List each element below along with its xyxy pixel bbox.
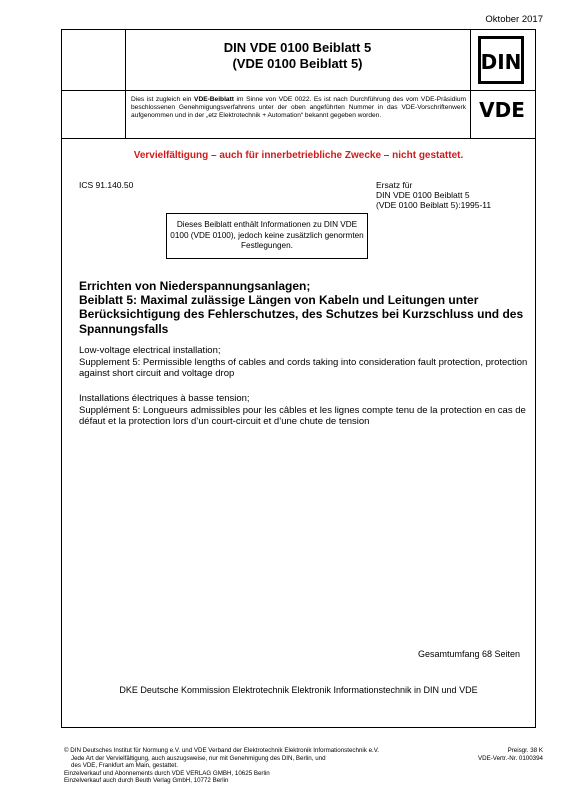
footer-line3: des VDE, Frankfurt am Main, gestattet. bbox=[71, 762, 178, 770]
french-title-line1: Installations électriques à basse tension; bbox=[79, 393, 250, 404]
note-divider bbox=[61, 138, 536, 139]
german-title-line1: Errichten von Niederspannungsanlagen; bbox=[79, 279, 311, 293]
note-prefix: Dies ist zugleich ein bbox=[131, 96, 195, 103]
footer-line1: © DIN Deutsches Institut für Normung e.V. und VDE Verband der Elektrotechnik Elektronik Informationstechnik e.V. bbox=[64, 747, 380, 754]
info-box: Dieses Beiblatt enthält Informationen zu DIN VDE 0100 (VDE 0100), jedoch keine zusätzlich genormten Festlegungen. bbox=[166, 213, 368, 259]
order-number: VDE-Vertr.-Nr. 0100394 bbox=[478, 754, 543, 762]
right-column-divider bbox=[470, 29, 471, 138]
footer-line5: Einzelverkauf auch durch Beuth Verlag GmbH, 10772 Berlin bbox=[64, 777, 229, 785]
price-block bbox=[478, 747, 543, 762]
english-title-line1: Low-voltage electrical installation; bbox=[79, 345, 221, 356]
copy-warning: Vervielfältigung – auch für innerbetriebliche Zwecke – nicht gestattet. bbox=[133, 150, 464, 161]
vde-supplement-note bbox=[131, 96, 466, 121]
replaces-number: DIN VDE 0100 Beiblatt 5 bbox=[376, 190, 470, 200]
issue-date: Oktober 2017 bbox=[485, 14, 543, 25]
din-logo bbox=[478, 36, 524, 84]
footer-line2: Jede Art der Vervielfältigung, auch auszugsweise, nur mit Genehmigung des DIN, Berlin, und bbox=[71, 754, 326, 762]
french-title bbox=[79, 393, 529, 428]
header-divider bbox=[61, 90, 536, 91]
english-title bbox=[79, 345, 529, 380]
price-group: Preisgr. 38 K bbox=[507, 747, 543, 754]
din-logo-text: DIN bbox=[480, 50, 522, 74]
english-title-line2: Supplement 5: Permissible lengths of cables and cords taking into consideration fault protection, protection against short circuit and voltage drop bbox=[79, 356, 528, 379]
document-number-vde: (VDE 0100 Beiblatt 5) bbox=[232, 56, 363, 71]
replaces-vde-number: (VDE 0100 Beiblatt 5):1995-11 bbox=[376, 200, 492, 210]
footer-copyright bbox=[64, 747, 424, 785]
ics-code: ICS 91.140.50 bbox=[79, 180, 134, 190]
note-bold: VDE-Beiblatt bbox=[194, 96, 234, 103]
replaces-label: Ersatz für bbox=[376, 180, 413, 190]
total-pages: Gesamtumfang 68 Seiten bbox=[417, 649, 520, 659]
document-number: DIN VDE 0100 Beiblatt 5 bbox=[223, 40, 372, 55]
note-rest: im Sinne von VDE 0022. Es ist nach Durchführung des vom VDE-Präsidium beschlossenen Genehmigungsverfahrens unter der oben angeführten Nummer in das VDE-Vorschriftenwerk aufgenommen und in der „etz Elektrotechnik + Automation“ bekannt gegeben worden. bbox=[131, 96, 466, 120]
german-title bbox=[79, 279, 529, 336]
replaces-block bbox=[376, 180, 491, 210]
vde-logo-text: VDE bbox=[479, 98, 525, 122]
dke-line: DKE Deutsche Kommission Elektrotechnik Elektronik Informationstechnik in DIN und VDE bbox=[119, 685, 478, 695]
vde-logo bbox=[474, 97, 530, 123]
footer-line4: Einzelverkauf und Abonnements durch VDE VERLAG GMBH, 10625 Berlin bbox=[64, 769, 270, 777]
french-title-line2: Supplément 5: Longueurs admissibles pour les câbles et les lignes compte tenu de la protection en cas de défaut et la protection lors d’un court-circuit et d’une chute de tension bbox=[79, 404, 526, 427]
german-title-line2: Beiblatt 5: Maximal zulässige Längen von Kabeln und Leitungen unter Berücksichtigung des Fehlerschutzes, des Schutzes bei Kurzschluss und des Spannungsfalls bbox=[79, 293, 524, 336]
